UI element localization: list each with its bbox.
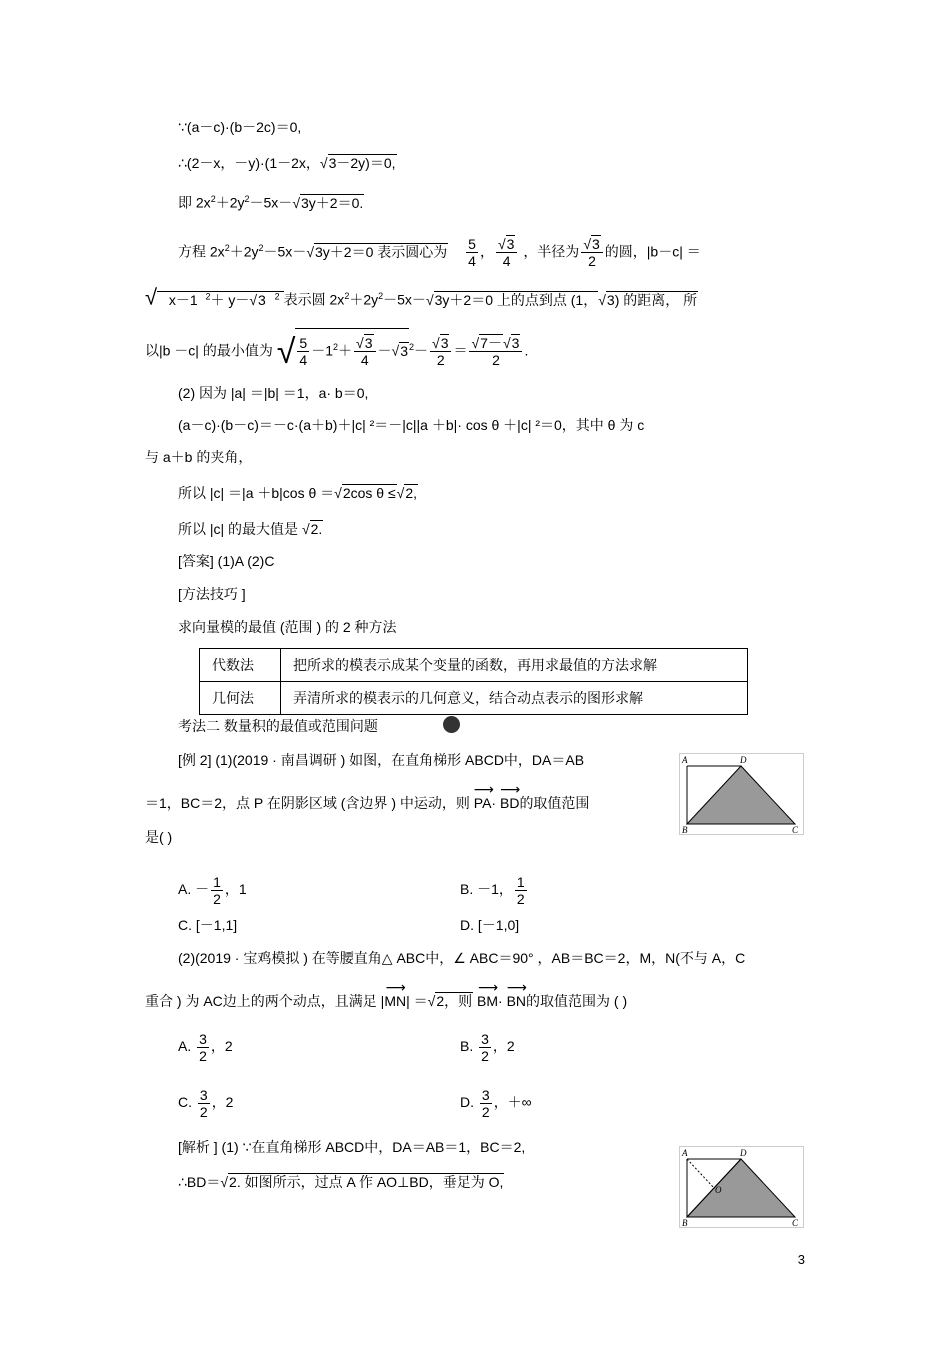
line-5: √ x－1 $^2$＋ y－√3 $^2$ 表示圆 $2x^2+2y^2-5x-√3y+2=0$ 上的点到点 (1，√3) 的距离， 所 xyxy=(145,284,698,310)
method-desc: 弄清所求的模表示的几何意义，结合动点表示的图形求解 xyxy=(281,682,748,715)
trapezoid-figure-with-o xyxy=(679,1146,804,1228)
label-b: B xyxy=(682,825,688,835)
line-11: 所以 |c| 的最大值是 √2. xyxy=(178,521,323,537)
method-name: 代数法 xyxy=(200,649,281,682)
label-c: C xyxy=(792,825,799,835)
label-b: B xyxy=(682,1218,688,1228)
line-7: (2) 因为 |a| ＝|b| ＝1，a· b＝0, xyxy=(178,385,369,401)
example-2-line-3: 是( ) xyxy=(145,829,173,845)
example-2-line-1: [例 2] (1)(2019 · 南昌调研 ) 如图，在直角梯形 ABCD中，DA＝AB xyxy=(178,752,585,768)
methods-table xyxy=(199,648,748,715)
option-c-1[interactable]: C. [－1,1] xyxy=(178,917,238,933)
example-2b-line-2: 重合 ) 为 AC边上的两个动点，且满足 |⟶ MN| ＝√2，则 ⟶ BM· ⟶ BN的取值范围为 ( ) xyxy=(145,991,627,1011)
method-intro: 求向量模的最值 (范围 ) 的 2 种方法 xyxy=(178,619,397,635)
label-o: O xyxy=(715,1185,722,1195)
line-8: (a－c)·(b－c)＝－c·(a＋b)＋|c| ²＝－|c||a ＋b|· cos θ ＋|c| ²＝0，其中 θ 为 c xyxy=(178,417,645,433)
option-b-2[interactable]: B. $\frac{3}{2}$ ，2 xyxy=(460,1030,515,1064)
answer-line: [答案] (1)A (2)C xyxy=(178,553,275,569)
method-heading: [方法技巧 ] xyxy=(178,586,246,602)
section-heading: 考法二 数量积的最值或范围问题 xyxy=(178,718,378,734)
page-number: 3 xyxy=(797,1252,805,1267)
method-desc: 把所求的模表示成某个变量的函数，再用求最值的方法求解 xyxy=(281,649,748,682)
example-2-line-2: ＝1，BC＝2，点 P 在阴影区域 (含边界 ) 中运动，则 ⟶ PA· ⟶ BD的取值范围 xyxy=(145,793,589,813)
table-row xyxy=(200,649,748,682)
line-2: ∴(2－x，－y)·(1－2x，√3－2y)＝0, xyxy=(178,155,396,171)
analysis-line-1: [解析 ] (1) ∵在直角梯形 ABCD中，DA＝AB＝1，BC＝2, xyxy=(178,1139,526,1155)
line-9: 与 a＋b 的夹角， xyxy=(145,449,253,465)
table-row xyxy=(200,682,748,715)
label-a: A xyxy=(682,755,688,765)
option-b-1[interactable]: B. －1， $\frac{1}{2}$ xyxy=(460,873,525,907)
analysis-line-2: ∴BD＝√2. 如图所示，过点 A 作 AO⊥BD，垂足为 O, xyxy=(178,1174,504,1190)
label-a: A xyxy=(682,1148,688,1158)
line-1: ∵(a－c)·(b－2c)＝0, xyxy=(178,119,302,135)
trapezoid-figure xyxy=(679,753,804,835)
video-icon[interactable] xyxy=(443,716,460,733)
label-d: D xyxy=(740,1148,747,1158)
label-d: D xyxy=(740,755,747,765)
option-a-1[interactable]: A. － $\frac{1}{2}$ ，1 xyxy=(178,873,247,907)
line-10: 所以 |c| ＝|a ＋b|cos θ ＝√2cos θ ≤√2, xyxy=(178,485,418,501)
option-d-1[interactable]: D. [－1,0] xyxy=(460,917,520,933)
option-a-2[interactable]: A. $\frac{3}{2}$ ，2 xyxy=(178,1030,233,1064)
label-c: C xyxy=(792,1218,799,1228)
method-name: 几何法 xyxy=(200,682,281,715)
line-3: 即 $2x^2+2y^2-5x-√3y+2=0$. xyxy=(178,194,364,211)
option-c-2[interactable]: C. $\frac{3}{2}$ ，2 xyxy=(178,1086,234,1120)
line-4: 方程 $2x^2+2y^2-5x-√3y+2=0$ 表示圆心为 $\frac{5}{4}$ ， $\frac{√3}{4}$ ，半径为 $\frac{√3}{2}$ 的圆，|b－c| ＝ xyxy=(178,236,701,270)
line-6: 以|b －c| 的最小值为 √ $\frac{5}{4}$ $-1^2+$ $\frac{√3}{4}$ $-√3^2-$ $\frac{√3}{2}$ ＝ $\frac{√7-√3}{2}$ . xyxy=(145,328,528,370)
option-d-2[interactable]: D. $\frac{3}{2}$ ，＋∞ xyxy=(460,1086,532,1120)
example-2b-line-1: (2)(2019 · 宝鸡模拟 ) 在等腰直角△ ABC中，∠ ABC＝90° ，AB＝BC＝2，M，N(不与 A，C xyxy=(178,950,746,966)
